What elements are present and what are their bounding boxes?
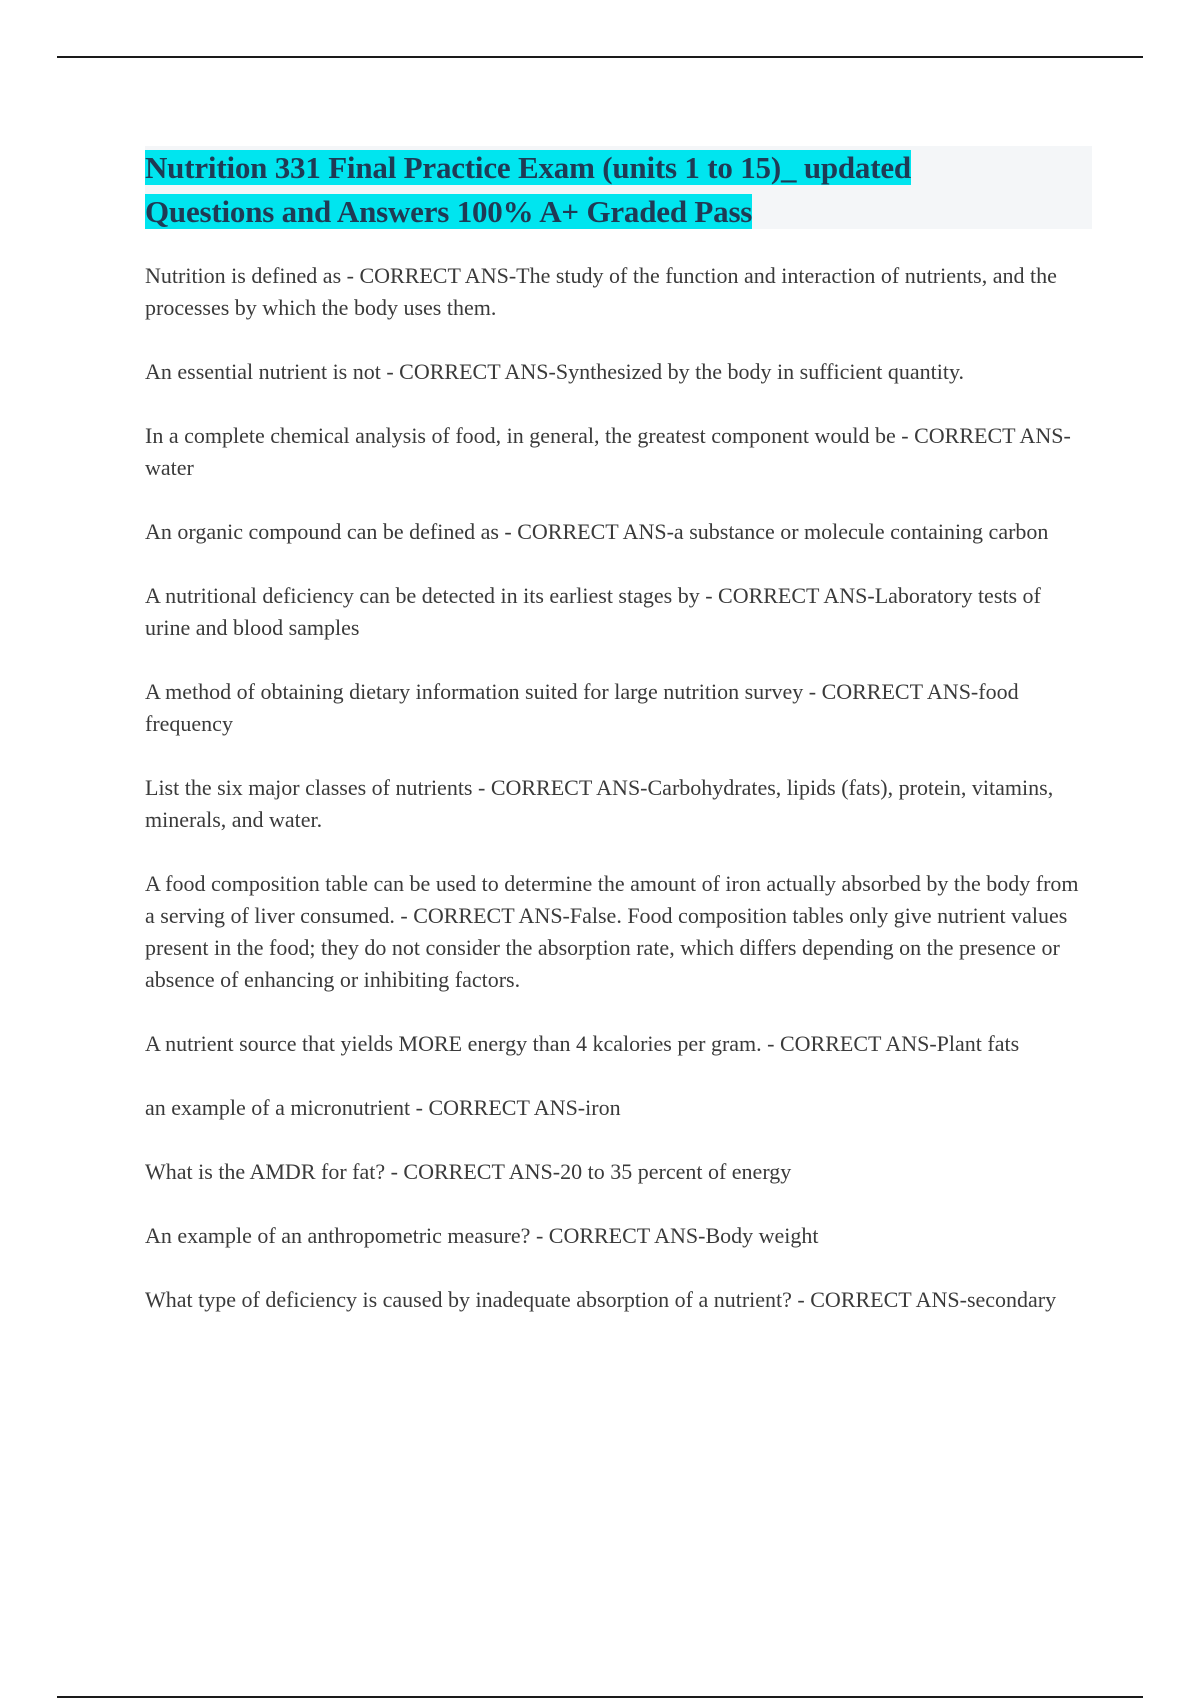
qa-item: An essential nutrient is not - CORRECT ANS-Synthesized by the body in sufficient quantity.: [145, 359, 965, 384]
document-title: [145, 146, 1092, 234]
qa-item: A nutrient source that yields MORE energy than 4 kcalories per gram. - CORRECT ANS-Plant fats: [145, 1031, 1020, 1056]
qa-item: A nutritional deficiency can be detected in its earliest stages by - CORRECT ANS-Laboratory tests of urine and blood samples: [145, 583, 1041, 640]
bottom-rule: [57, 1696, 1143, 1698]
top-rule: [57, 56, 1143, 58]
qa-item: Nutrition is defined as - CORRECT ANS-The study of the function and interaction of nutrients, and the processes by which the body uses them.: [145, 263, 1057, 320]
qa-item: What is the AMDR for fat? - CORRECT ANS-20 to 35 percent of energy: [145, 1159, 792, 1184]
qa-item: What type of deficiency is caused by inadequate absorption of a nutrient? - CORRECT ANS-secondary: [145, 1287, 1057, 1312]
qa-item: List the six major classes of nutrients - CORRECT ANS-Carbohydrates, lipids (fats), protein, vitamins, minerals, and water.: [145, 775, 1054, 832]
title-block: [145, 146, 1092, 229]
qa-item: an example of a micronutrient - CORRECT ANS-iron: [145, 1095, 621, 1120]
title-line-2: Questions and Answers 100% A+ Graded Pass: [145, 194, 753, 229]
qa-item: A method of obtaining dietary information suited for large nutrition survey - CORRECT ANS-food frequency: [145, 679, 1019, 736]
qa-item: An organic compound can be defined as - CORRECT ANS-a substance or molecule containing carbon: [145, 519, 1049, 544]
qa-item: A food composition table can be used to determine the amount of iron actually absorbed by the body from a serving of liver consumed. - CORRECT ANS-False. Food composition tables only give nutrient values present in the food; they do not consider the absorption rate, which differs depending on the presence or absence of enhancing or inhibiting factors.: [145, 871, 1079, 992]
title-line-1: Nutrition 331 Final Practice Exam (units 1 to 15)_ updated: [145, 150, 911, 185]
qa-list: [145, 260, 1080, 1348]
qa-item: In a complete chemical analysis of food, in general, the greatest component would be - CORRECT ANS-water: [145, 423, 1071, 480]
qa-item: An example of an anthropometric measure? - CORRECT ANS-Body weight: [145, 1223, 819, 1248]
